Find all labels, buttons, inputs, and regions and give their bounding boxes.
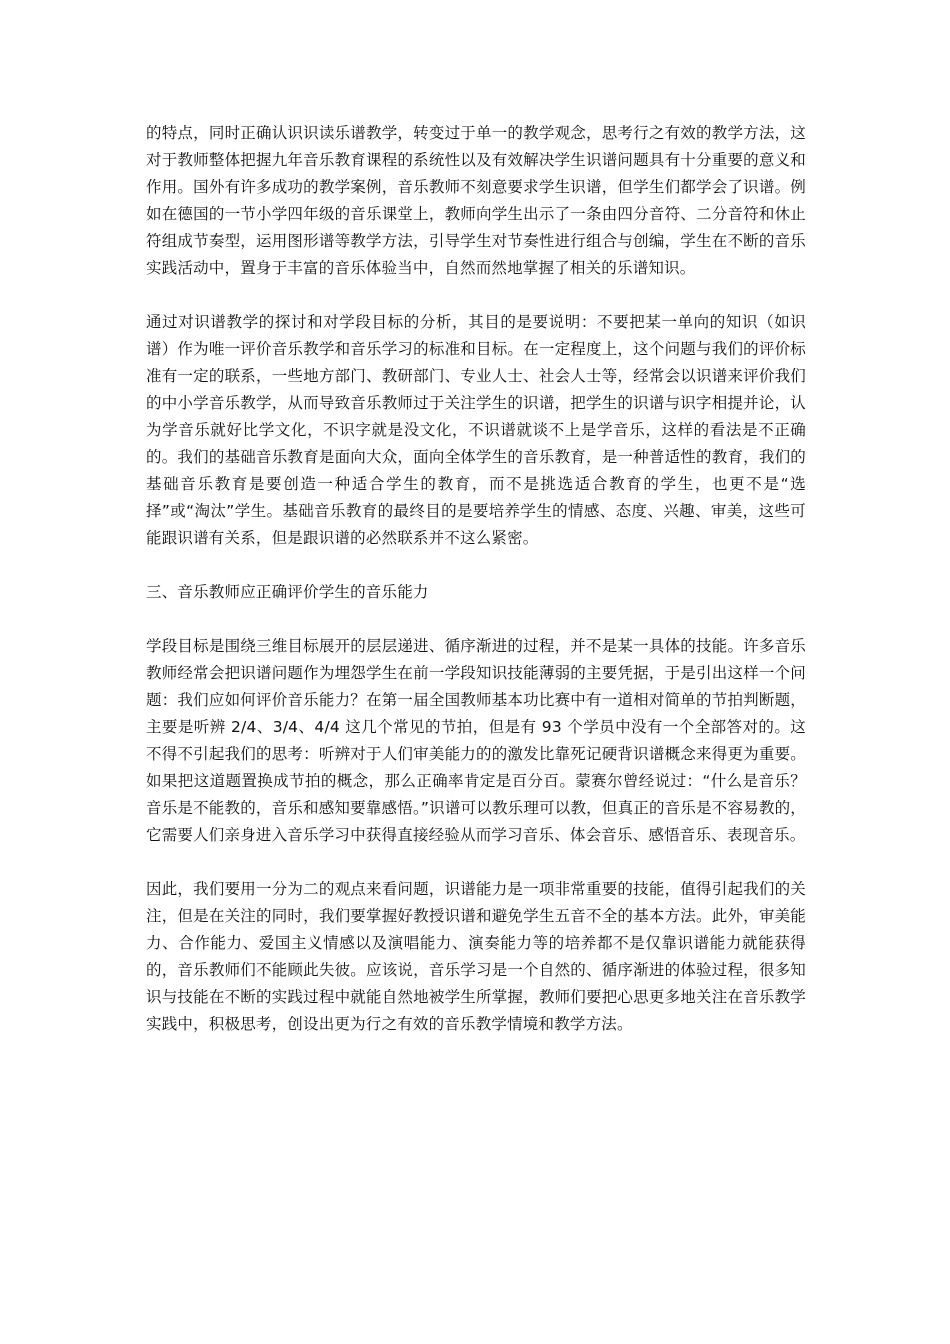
- paragraph-2: 通过对识谱教学的探讨和对学段目标的分析，其目的是要说明：不要把某一单向的知识（如识谱）作为唯一评价音乐教学和音乐学习的标准和目标。在一定程度上，这个问题与我们的评价标准有一定的联系，一些地方部门、教研部门、专业人士、社会人士等，经常会以识谱来评价我们的中小学音乐教学，从而导致音乐教师过于关注学生的识谱，把学生的识谱与识字相提并论，认为学音乐就好比学文化，不识字就是没文化，不识谱就谈不上是学音乐，这样的看法是不正确的。我们的基础音乐教育是面向大众，面向全体学生的音乐教育，是一种普适性的教育，我们的基础音乐教育是要创造一种适合学生的教育，而不是挑选适合教育的学生，也更不是“选择”或“淘汰”学生。基础音乐教育的最终目的是要培养学生的情感、态度、兴趣、审美，这些可能跟识谱有关系，但是跟识谱的必然联系并不这么紧密。: [146, 313, 806, 547]
- paragraph-3: 学段目标是围绕三维目标展开的层层递进、循序渐进的过程，并不是某一具体的技能。许多音乐教师经常会把识谱问题作为埋怨学生在前一学段知识技能薄弱的主要凭据，于是引出这样一个问题：我们应如何评价音乐能力？在第一届全国教师基本功比赛中有一道相对简单的节拍判断题，主要是听辨 2/4、3/4、4/4 这几个常见的节拍，但是有 93 个学员中没有一个全部答对的。这不得不引起我们的思考：听辨对于人们审美能力的的激发比靠死记硬背识谱概念来得更为重要。如果把这道题置换成节拍的概念，那么正确率肯定是百分百。蒙赛尔曾经说过：“什么是音乐？音乐是不能教的，音乐和感知要靠感悟。”识谱可以教乐理可以教，但真正的音乐是不容易教的，它需要人们亲身进入音乐学习中获得直接经验从而学习音乐、体会音乐、感悟音乐、表现音乐。: [146, 637, 806, 844]
- document-body: [146, 120, 806, 1065]
- paragraph-1: 的特点，同时正确认识识读乐谱教学，转变过于单一的教学观念，思考行之有效的教学方法，这对于教师整体把握九年音乐教育课程的系统性以及有效解决学生识谱问题具有十分重要的意义和作用。国外有许多成功的教学案例，音乐教师不刻意要求学生识谱，但学生们都学会了识谱。例如在德国的一节小学四年级的音乐课堂上，教师向学生出示了一条由四分音符、二分音符和休止符组成节奏型，运用图形谱等教学方法，引导学生对节奏性进行组合与创编，学生在不断的音乐实践活动中，置身于丰富的音乐体验当中，自然而然地掌握了相关的乐谱知识。: [146, 124, 806, 277]
- paragraph-4: 因此，我们要用一分为二的观点来看问题，识谱能力是一项非常重要的技能，值得引起我们的关注，但是在关注的同时，我们要掌握好教授识谱和避免学生五音不全的基本方法。此外，审美能力、合作能力、爱国主义情感以及演唱能力、演奏能力等的培养都不是仅靠识谱能力就能获得的，音乐教师们不能顾此失彼。应该说，音乐学习是一个自然的、循序渐进的体验过程，很多知识与技能在不断的实践过程中就能自然地被学生所掌握，教师们要把心思更多地关注在音乐教学实践中，积极思考，创设出更为行之有效的音乐教学情境和教学方法。: [146, 880, 806, 1033]
- section-heading: 三、音乐教师应正确评价学生的音乐能力: [146, 583, 429, 601]
